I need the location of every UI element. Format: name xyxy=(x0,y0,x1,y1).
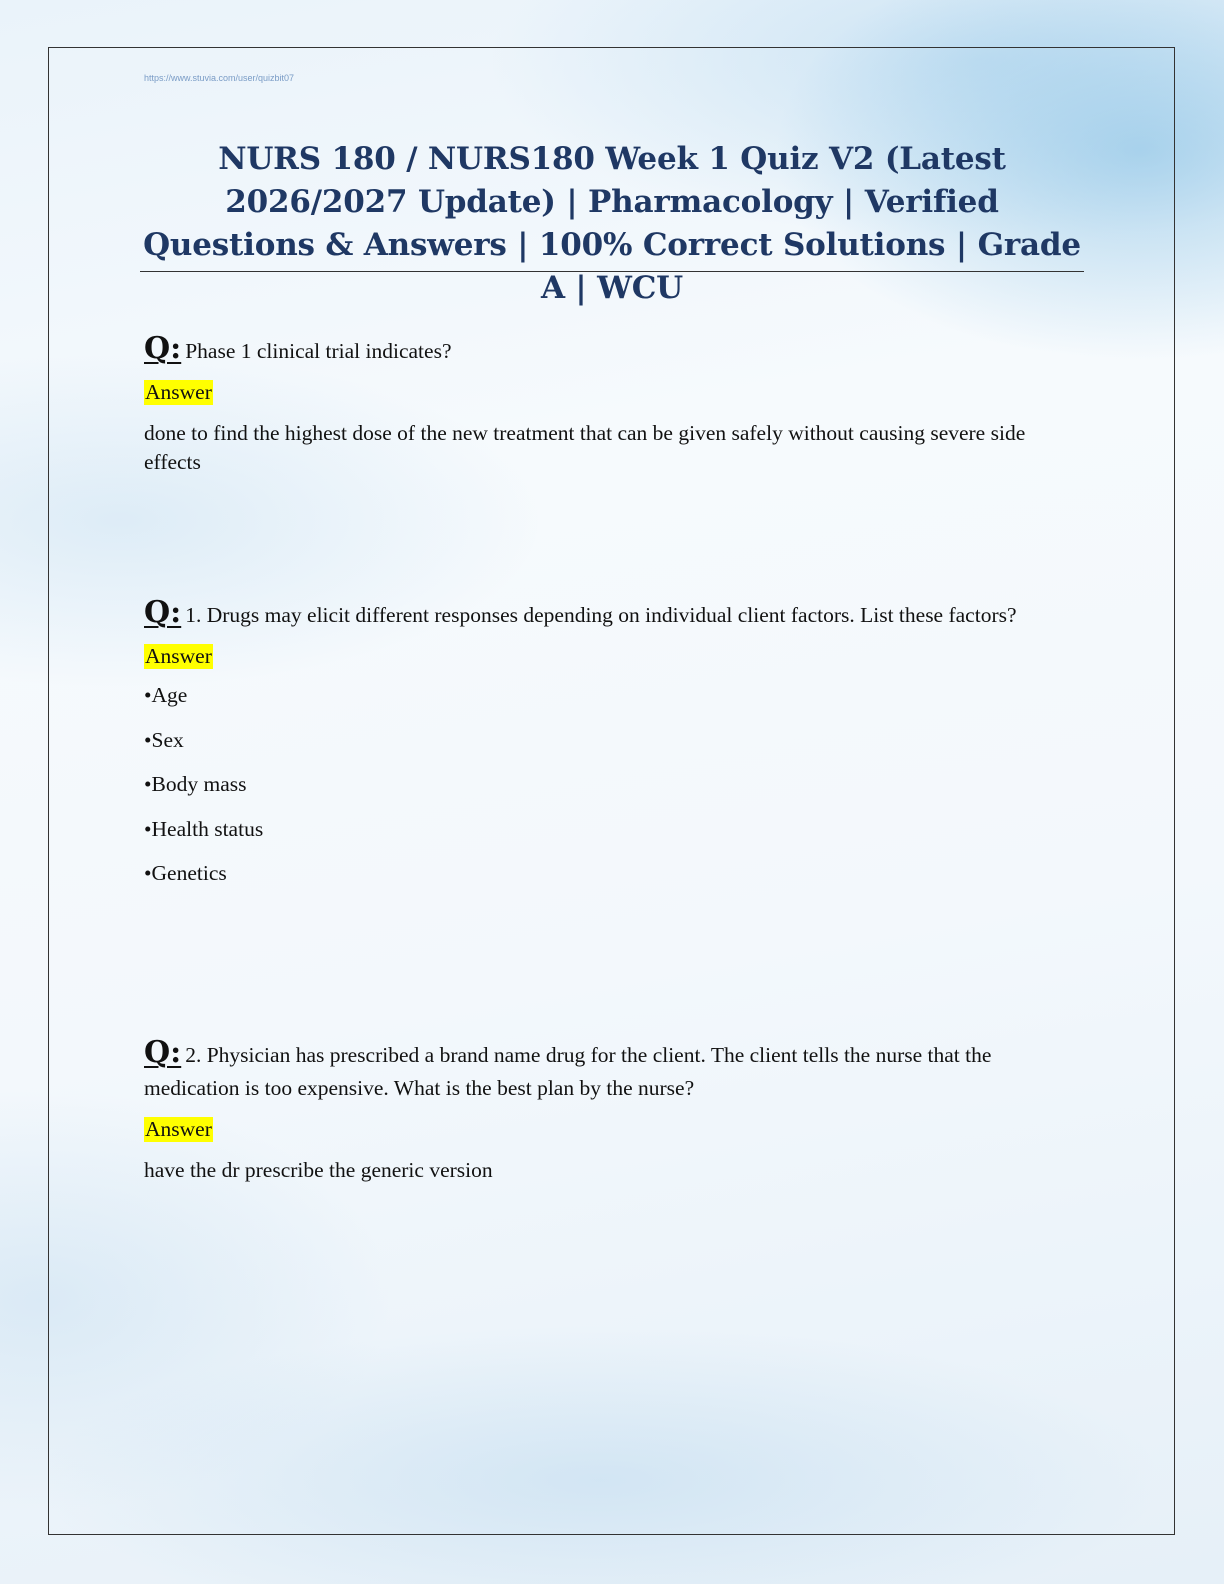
question-label: Q: xyxy=(144,1035,182,1070)
answer-label: Answer xyxy=(145,1117,212,1141)
list-item: •Body mass xyxy=(144,772,247,796)
question-label: Q: xyxy=(144,331,182,366)
list-item: •Health status xyxy=(144,816,264,841)
answer-text: have the dr prescribe the generic version xyxy=(144,1158,493,1182)
question-2 xyxy=(144,596,1074,632)
question-block-2 xyxy=(144,596,1074,906)
document-title: NURS 180 / NURS180 Week 1 Quiz V2 (Latest 2026/2027 Update) | Pharmacology | Verified Questions & Answers | 100% Correct Solutions | Grade A | WCU xyxy=(143,141,1081,306)
question-3 xyxy=(144,1036,1074,1105)
title-divider xyxy=(140,271,1084,272)
list-item: •Sex xyxy=(144,727,184,752)
list-item: •Age xyxy=(144,683,188,707)
question-text: 2. Physician has prescribed a brand name drug for the client. The client tells the nurse that the medication is too expensive. What is the best plan by the nurse? xyxy=(144,1043,992,1100)
question-block-3 xyxy=(144,1036,1074,1185)
answer-list xyxy=(144,683,1074,886)
answer-text: done to find the highest dose of the new treatment that can be given safely without causing severe side effects xyxy=(144,421,1026,474)
answer-label: Answer xyxy=(145,380,212,404)
source-url[interactable]: https://www.stuvia.com/user/quizbit07 xyxy=(144,73,295,83)
question-text: Phase 1 clinical trial indicates? xyxy=(185,339,452,363)
question-label: Q: xyxy=(144,595,182,630)
question-1 xyxy=(144,332,1074,368)
list-item: •Genetics xyxy=(144,861,227,885)
question-block-1 xyxy=(144,332,1074,477)
question-text: 1. Drugs may elicit different responses depending on individual client factors. List these factors? xyxy=(185,603,1017,627)
answer-label: Answer xyxy=(145,644,212,668)
